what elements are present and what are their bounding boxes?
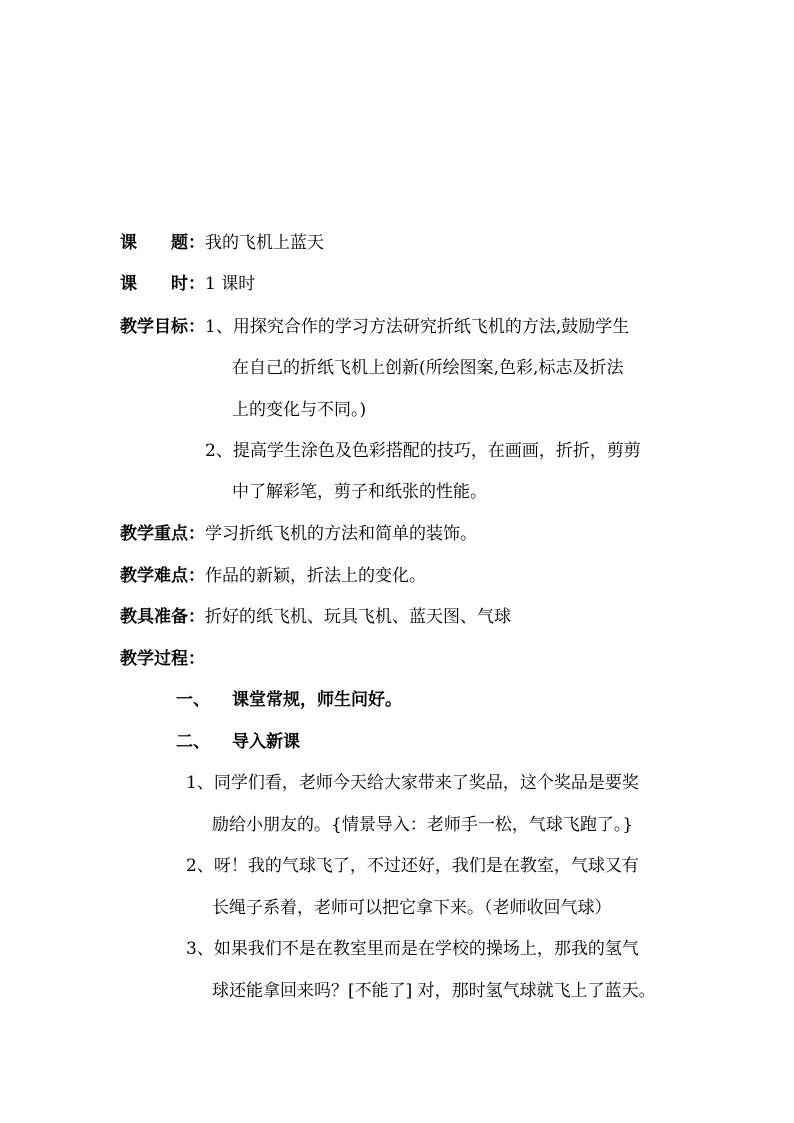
difficulty-value: 作品的新颖，折法上的变化。 bbox=[205, 566, 426, 586]
materials-label: 教具准备： bbox=[120, 607, 205, 627]
goals-row bbox=[120, 316, 629, 338]
item2-line2: 长绳子系着，老师可以把它拿下来。（老师收回气球） bbox=[212, 898, 612, 918]
section1-num: 一、 bbox=[176, 690, 210, 710]
topic-row bbox=[120, 232, 324, 254]
section1-title: 课堂常规，师生问好。 bbox=[232, 690, 402, 710]
item3-line2: 球还能拿回来吗？[不能了] 对，那时氢气球就飞上了蓝天。 bbox=[212, 981, 656, 1001]
key-row bbox=[120, 523, 477, 545]
materials-value: 折好的纸飞机、玩具飞机、蓝天图、气球 bbox=[205, 607, 511, 627]
key-value: 学习折纸飞机的方法和简单的装饰。 bbox=[205, 524, 477, 544]
item3-line1: 3、如果我们不是在教室里而是在学校的操场上，那我的氢气 bbox=[186, 939, 639, 959]
materials-row bbox=[120, 606, 511, 628]
period-label: 课 时： bbox=[120, 274, 205, 294]
section2-title: 导入新课 bbox=[232, 732, 300, 752]
process-label: 教学过程： bbox=[120, 649, 205, 669]
goal2-line2: 中了解彩笔，剪子和纸张的性能。 bbox=[232, 482, 487, 502]
topic-label: 课 题： bbox=[120, 233, 205, 253]
item2-line1: 2、呀！我的气球飞了，不过还好，我们是在教室，气球又有 bbox=[186, 856, 639, 876]
period-row bbox=[120, 273, 255, 295]
key-label: 教学重点： bbox=[120, 524, 205, 544]
goals-label: 教学目标： bbox=[120, 317, 205, 337]
item1-line2: 励给小朋友的。{情景导入：老师手一松，气球飞跑了。} bbox=[212, 815, 634, 835]
goal1-line1: 1、用探究合作的学习方法研究折纸飞机的方法,鼓励学生 bbox=[205, 317, 630, 337]
goal2-line1: 2、提高学生涂色及色彩搭配的技巧，在画画，折折，剪剪 bbox=[205, 441, 641, 461]
topic-value: 我的飞机上蓝天 bbox=[205, 233, 324, 253]
difficulty-label: 教学难点： bbox=[120, 566, 205, 586]
goal1-line2: 在自己的折纸飞机上创新(所绘图案,色彩,标志及折法 bbox=[232, 358, 624, 378]
item1-line1: 1、同学们看，老师今天给大家带来了奖品，这个奖品是要奖 bbox=[186, 773, 639, 793]
period-value: 1 课时 bbox=[205, 274, 256, 294]
section2-num: 二、 bbox=[176, 732, 210, 752]
goal1-line3: 上的变化与不同。) bbox=[232, 400, 367, 420]
difficulty-row bbox=[120, 565, 426, 587]
